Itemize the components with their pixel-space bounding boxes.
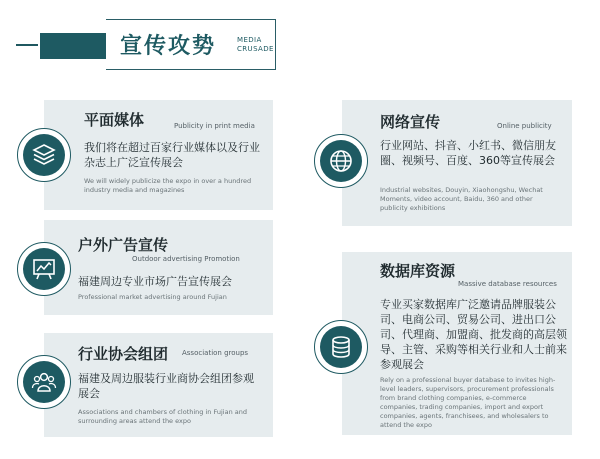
card-online-publicity: [342, 100, 572, 226]
group-people-icon: [31, 369, 57, 395]
card-database-resources: [342, 252, 572, 435]
card-description-en: We will widely publicize the expo in over a hundred industry media and magazines: [84, 177, 252, 194]
page-subtitle: [237, 36, 274, 54]
page-subtitle-line2: CRUSADE: [237, 45, 274, 53]
card-description-zh: 我们将在超过百家行业媒体以及行业杂志上广泛宣传展会: [84, 141, 260, 169]
card-print-media: [44, 100, 273, 210]
print-icon-badge: [17, 128, 71, 182]
card-description-zh: 专业买家数据库广泛邀请品牌服装公司、电商公司、贸易公司、进出口公司、代理商、加盟商、批发商的高层领导、主管、采购等相关行业和人士前来参观展会: [380, 298, 567, 371]
card-tag: Massive database resources: [458, 280, 557, 288]
database-icon: [328, 334, 354, 360]
association-icon-badge: [17, 355, 71, 409]
header-accent-line: [16, 44, 38, 46]
card-title: 平面媒体: [84, 111, 145, 129]
card-description-zh: 行业网站、抖音、小红书、微信朋友圈、视频号、百度、360等宣传展会: [380, 139, 556, 167]
card-title: 户外广告宣传: [78, 236, 169, 254]
card-description-zh: 福建及周边服装行业商协会组团参观展会: [78, 372, 254, 400]
page-title: 宣传攻势: [120, 34, 217, 59]
card-tag: Association groups: [182, 349, 249, 357]
card-tag: Outdoor advertising Promotion: [132, 255, 240, 263]
online-icon-badge: [314, 134, 368, 188]
outdoor-icon-badge: [17, 242, 71, 296]
card-title: 数据库资源: [380, 262, 456, 280]
card-description-zh: 福建周边专业市场广告宣传展会: [78, 275, 232, 288]
billboard-chart-icon: [31, 256, 57, 282]
card-tag: Online publicity: [497, 122, 552, 130]
card-description-en: Industrial websites, Douyin, Xiaohongshu, Wechat Moments, video account, Baidu, 360 and other publicity exhibitions: [380, 186, 543, 212]
card-description-en: Professional market advertising around Fujian: [78, 293, 227, 301]
card-outdoor-advertising: [44, 220, 273, 315]
header-accent-block: [40, 33, 106, 59]
globe-icon: [328, 148, 354, 174]
page-subtitle-line1: MEDIA: [237, 36, 262, 44]
database-icon-badge: [314, 320, 368, 374]
card-tag: Publicity in print media: [174, 122, 255, 130]
card-description-en: Rely on a professional buyer database to invites high-level leaders, supervisors, procurement professionals from brand clothing companies, e-commerce companies, trading companies, import and export companies, agents, franchisees, and wholesalers to attend the expo: [380, 376, 556, 429]
card-association-groups: [44, 333, 273, 437]
card-title: 行业协会组团: [78, 345, 169, 363]
card-description-en: Associations and chambers of clothing in Fujian and surrounding areas attend the expo: [78, 408, 247, 425]
card-title: 网络宣传: [380, 113, 441, 131]
layers-icon: [31, 142, 57, 168]
